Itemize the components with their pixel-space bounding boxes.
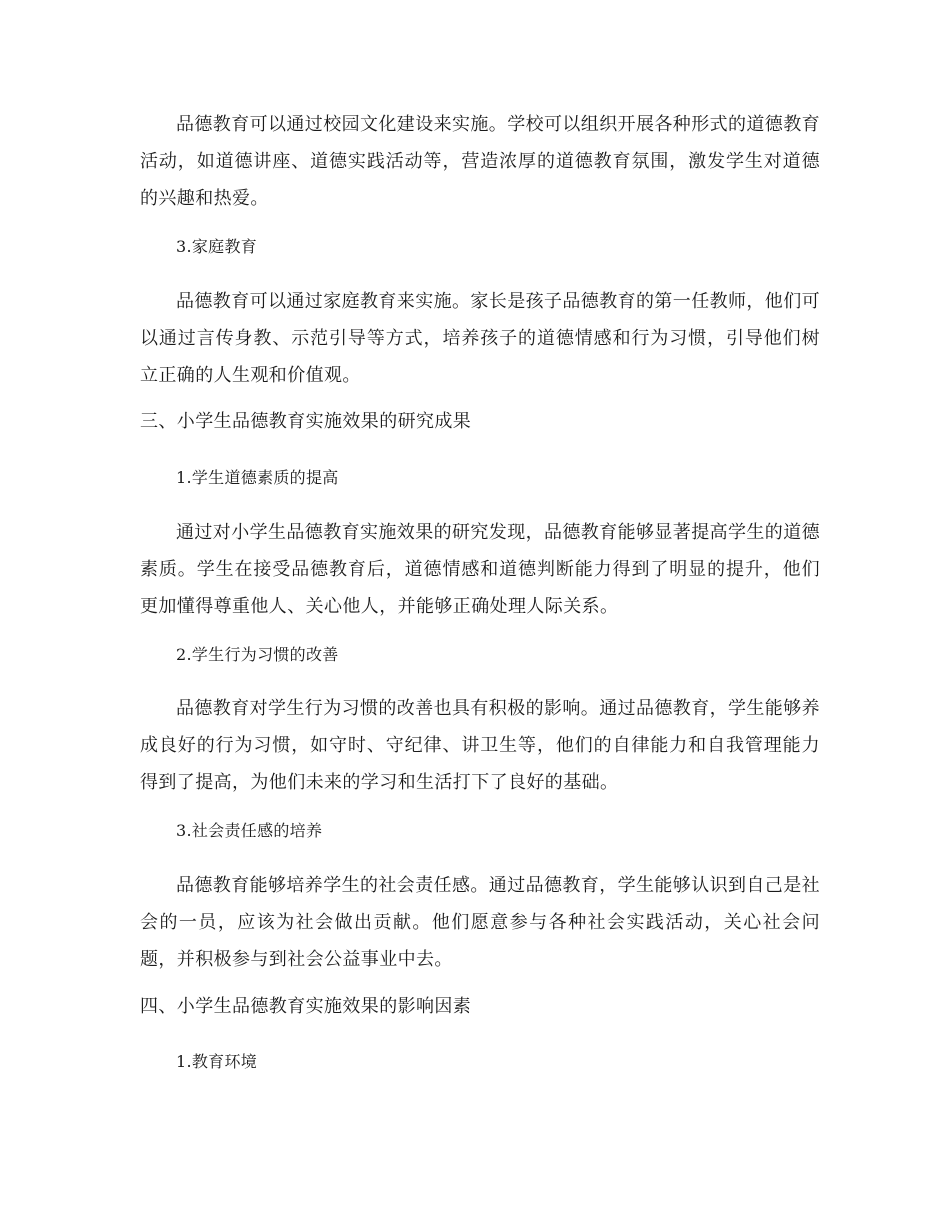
paragraph-family-education: 品德教育可以通过家庭教育来实施。家长是孩子品德教育的第一任教师，他们可以通过言传身教、示范引导等方式，培养孩子的道德情感和行为习惯，引导他们树立正确的人生观和价值观。 (140, 291, 820, 386)
paragraph-behavior-habits: 品德教育对学生行为习惯的改善也具有积极的影响。通过品德教育，学生能够养成良好的行为习惯，如守时、守纪律、讲卫生等，他们的自律能力和自我管理能力得到了提高，为他们未来的学习和生活打下了良好的基础。 (140, 698, 820, 793)
subheading-moral-quality: 1.学生道德素质的提高 (176, 468, 339, 487)
paragraph-social-responsibility: 品德教育能够培养学生的社会责任感。通过品德教育，学生能够认识到自己是社会的一员，应该为社会做出贡献。他们愿意参与各种社会实践活动，关心社会问题，并积极参与到社会公益事业中去。 (140, 875, 820, 970)
subheading-family-education: 3.家庭教育 (176, 237, 258, 256)
section-heading-research-results: 三、小学生品德教育实施效果的研究成果 (140, 411, 472, 432)
paragraph-moral-quality: 通过对小学生品德教育实施效果的研究发现，品德教育能够显著提高学生的道德素质。学生在接受品德教育后，道德情感和道德判断能力得到了明显的提升，他们更加懂得尊重他人、关心他人，并能够正确处理人际关系。 (140, 522, 820, 617)
subheading-social-responsibility: 3.社会责任感的培养 (176, 821, 323, 840)
section-heading-influencing-factors: 四、小学生品德教育实施效果的影响因素 (140, 996, 472, 1017)
paragraph-campus-culture: 品德教育可以通过校园文化建设来实施。学校可以组织开展各种形式的道德教育活动，如道德讲座、道德实践活动等，营造浓厚的道德教育氛围，激发学生对道德的兴趣和热爱。 (140, 114, 820, 209)
subheading-behavior-habits: 2.学生行为习惯的改善 (176, 645, 339, 664)
subheading-education-environment: 1.教育环境 (176, 1052, 258, 1071)
